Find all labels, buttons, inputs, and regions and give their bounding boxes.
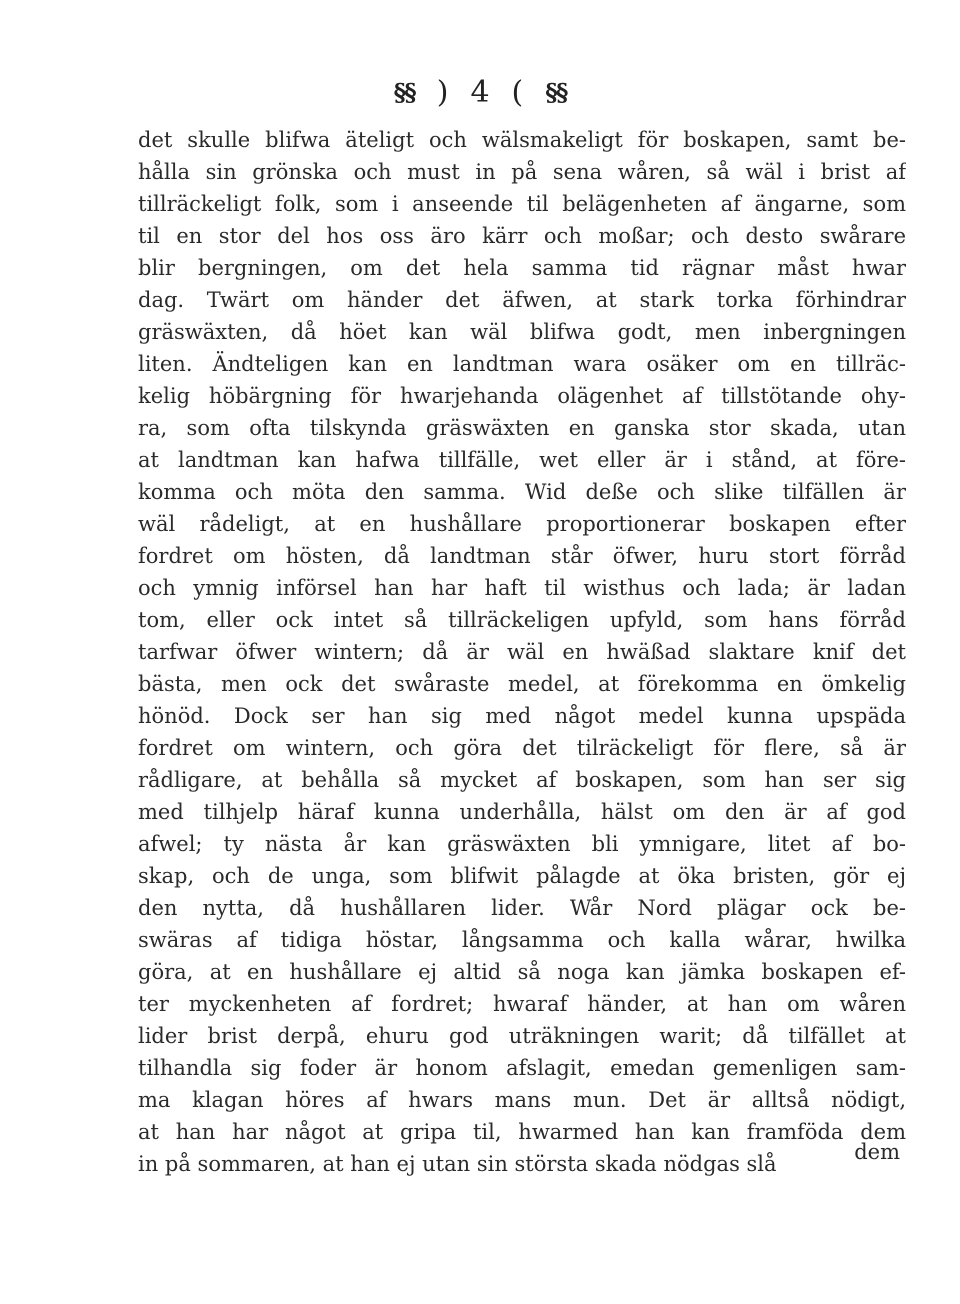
- text-line: in på sommaren, at han ej utan sin största skada nödgas slå: [138, 1152, 777, 1176]
- text-line: rådligare, at behålla så mycket af boskapen, som han ser sig: [138, 768, 906, 792]
- body-text: [138, 124, 906, 1180]
- page-number: 4: [470, 74, 490, 110]
- text-line: afwel; ty nästa år kan gräswäxten bli ymnigare, litet af bo-: [138, 832, 906, 856]
- text-line: til en stor del hos oss äro kärr och moßar; och desto swårare: [138, 224, 906, 248]
- left-ornament: §§: [393, 77, 415, 107]
- right-ornament: §§: [545, 77, 567, 107]
- text-line: kelig höbärgning för hwarjehanda olägenhet af tillstötande ohy-: [138, 384, 906, 408]
- text-line: gräswäxten, då höet kan wäl blifwa godt, men inbergningen: [138, 320, 906, 344]
- page-header: [0, 72, 960, 112]
- text-line: tarfwar öfwer wintern; då är wäl en hwäßad slaktare knif det: [138, 640, 906, 664]
- text-line: at landtman kan hafwa tillfälle, wet eller är i stånd, at före-: [138, 448, 906, 472]
- text-line: tillräckeligt folk, som i anseende til belägenheten af ängarne, som: [138, 192, 906, 216]
- text-line: blir bergningen, om det hela samma tid rägnar måst hwar: [138, 256, 906, 280]
- text-line: göra, at en hushållare ej altid så noga kan jämka boskapen ef-: [138, 960, 906, 984]
- catchword: dem: [854, 1140, 900, 1164]
- text-line: fordret om hösten, då landtman står öfwer, huru stort förråd: [138, 544, 906, 568]
- text-line: med tilhjelp häraf kunna underhålla, hälst om den är af god: [138, 800, 906, 824]
- right-parenthesis: (: [511, 74, 524, 110]
- text-line: hålla sin grönska och must in på sena wåren, så wäl i brist af: [138, 160, 906, 184]
- text-line: hönöd. Dock ser han sig med något medel kunna upspäda: [138, 704, 906, 728]
- text-line: liten. Ändteligen kan en landtman wara osäker om en tillräc-: [138, 352, 906, 376]
- text-line: fordret om wintern, och göra det tilräckeligt för flere, så är: [138, 736, 906, 760]
- text-line: dag. Twärt om händer det äfwen, at stark torka förhindrar: [138, 288, 906, 312]
- left-parenthesis: ): [436, 74, 449, 110]
- text-line: ter myckenheten af fordret; hwaraf händer, at han om wåren: [138, 992, 906, 1016]
- text-line: och ymnig införsel han har haft til wisthus och lada; är ladan: [138, 576, 906, 600]
- text-line: ma klagan höres af hwars mans mun. Det är alltså nödigt,: [138, 1088, 906, 1112]
- text-line: tilhandla sig foder är honom afslagit, emedan gemenligen sam-: [138, 1056, 906, 1080]
- text-line: tom, eller ock intet så tillräckeligen upfyld, som hans förråd: [138, 608, 906, 632]
- text-line: lider brist derpå, ehuru god uträkningen warit; då tilfället at: [138, 1024, 906, 1048]
- text-line: bästa, men ock det swåraste medel, at förekomma en ömkelig: [138, 672, 906, 696]
- text-line: ra, som ofta tilskynda gräswäxten en ganska stor skada, utan: [138, 416, 906, 440]
- text-line: at han har något at gripa til, hwarmed han kan framföda dem: [138, 1120, 906, 1144]
- text-line: den nytta, då hushållaren lider. Wår Nord plägar ock be-: [138, 896, 906, 920]
- text-line: komma och möta den samma. Wid deße och slike tilfällen är: [138, 480, 906, 504]
- text-line: skap, och de unga, som blifwit pålagde at öka bristen, gör ej: [138, 864, 906, 888]
- text-line: wäl rådeligt, at en hushållare proportionerar boskapen efter: [138, 512, 906, 536]
- text-line: det skulle blifwa äteligt och wälsmakeligt för boskapen, samt be-: [138, 128, 906, 152]
- text-line: swäras af tidiga höstar, långsamma och kalla wårar, hwilka: [138, 928, 906, 952]
